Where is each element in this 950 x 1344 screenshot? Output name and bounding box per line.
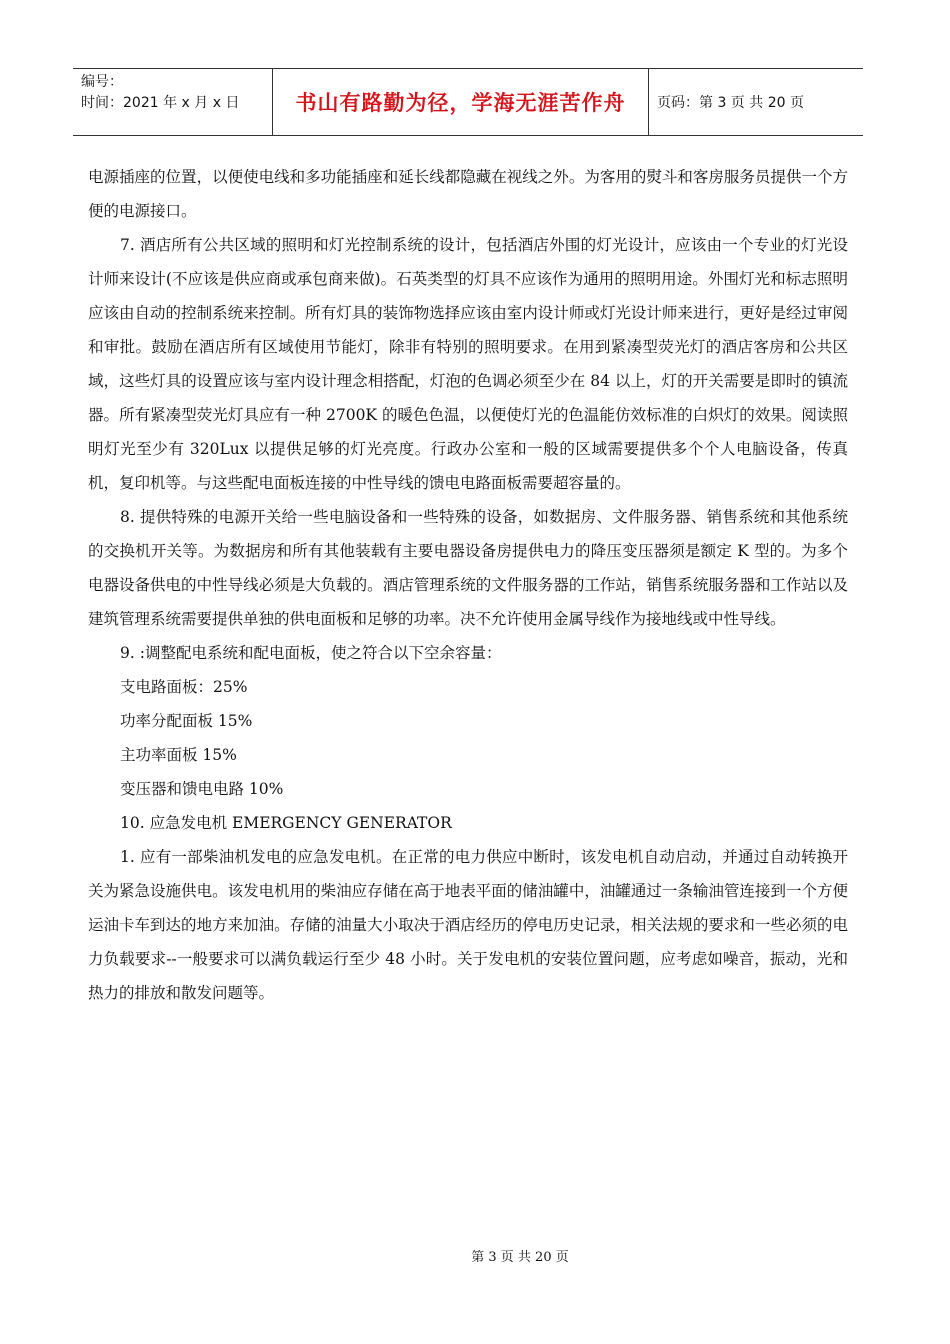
paragraph-generator: 1. 应有一部柴油机发电的应急发电机。在正常的电力供应中断时，该发电机自动启动，并通过自动转换开关为紧急设施供电。该发电机用的柴油应存储在高于地表平面的储油罐中，油罐通过一条输油管连接到一个方便运油卡车到达的地方来加油。存储的油量大小取决于酒店经历的停电历史记录，相关法规的要求和一些必须的电力负载要求--一般要求可以满负载运行至少 48 小时。关于发电机的安装位置问题，应考虑如噪音，振动，光和热力的排放和散发问题等。: [88, 848, 848, 1002]
paragraph-10-heading: 10. 应急发电机 EMERGENCY GENERATOR: [120, 814, 452, 832]
header-info: [73, 69, 273, 135]
document-time-label: 时间：2021 年 x 月 x 日: [81, 95, 240, 111]
capacity-item: 功率分配面板 15%: [120, 712, 253, 730]
capacity-item: 支电路面板：25%: [120, 678, 248, 696]
capacity-item: 变压器和馈电电路 10%: [120, 780, 284, 798]
paragraph-9-capacity: 9. :调整配电系统和配电面板，使之符合以下空余容量：: [120, 644, 502, 662]
paragraph-8-power-switches: 8. 提供特殊的电源开关给一些电脑设备和一些特殊的设备，如数据房、文件服务器、销售系统和其他系统的交换机开关等。为数据房和所有其他装载有主要电器设备房提供电力的降压变压器须是额定 K 型的。为多个电器设备供电的中性导线必须是大负载的。酒店管理系统的文件服务器的工作站，销售系统服务器和工作站以及建筑管理系统需要提供单独的供电面板和足够的功率。决不允许使用金属导线作为接地线或中性导线。: [88, 508, 848, 628]
page-header: [73, 68, 863, 136]
paragraph-1: 电源插座的位置，以便使电线和多功能插座和延长线都隐藏在视线之外。为客用的熨斗和客房服务员提供一个方便的电源接口。: [88, 168, 848, 220]
paragraph-7-lighting: 7. 酒店所有公共区域的照明和灯光控制系统的设计，包括酒店外围的灯光设计，应该由一个专业的灯光设计师来设计(不应该是供应商或承包商来做)。石英类型的灯具不应该作为通用的照明用途。外围灯光和标志照明应该由自动的控制系统来控制。所有灯具的装饰物选择应该由室内设计师或灯光设计师来进行，更好是经过审阅和审批。鼓励在酒店所有区域使用节能灯，除非有特别的照明要求。在用到紧凑型荧光灯的酒店客房和公共区域，这些灯具的设置应该与室内设计理念相搭配，灯泡的色调必须至少在 84 以上，灯的开关需要是即时的镇流器。所有紧凑型荧光灯具应有一种 2700K 的暖色色温，以便使灯光的色温能仿效标准的白炽灯的效果。阅读照明灯光至少有 320Lux 以提供足够的灯光亮度。行政办公室和一般的区域需要提供多个个人电脑设备，传真机，复印机等。与这些配电面板连接的中性导线的馈电电路面板需要超容量的。: [88, 236, 848, 492]
header-motto: 书山有路勤为径，学海无涯苦作舟: [273, 69, 649, 135]
document-body: [88, 160, 848, 1010]
header-page-number: 页码：第 3 页 共 20 页: [657, 95, 804, 111]
capacity-item: 主功率面板 15%: [120, 746, 237, 764]
document-number-label: 编号：: [81, 74, 123, 90]
page-footer: 第 3 页 共 20 页: [471, 1250, 569, 1265]
